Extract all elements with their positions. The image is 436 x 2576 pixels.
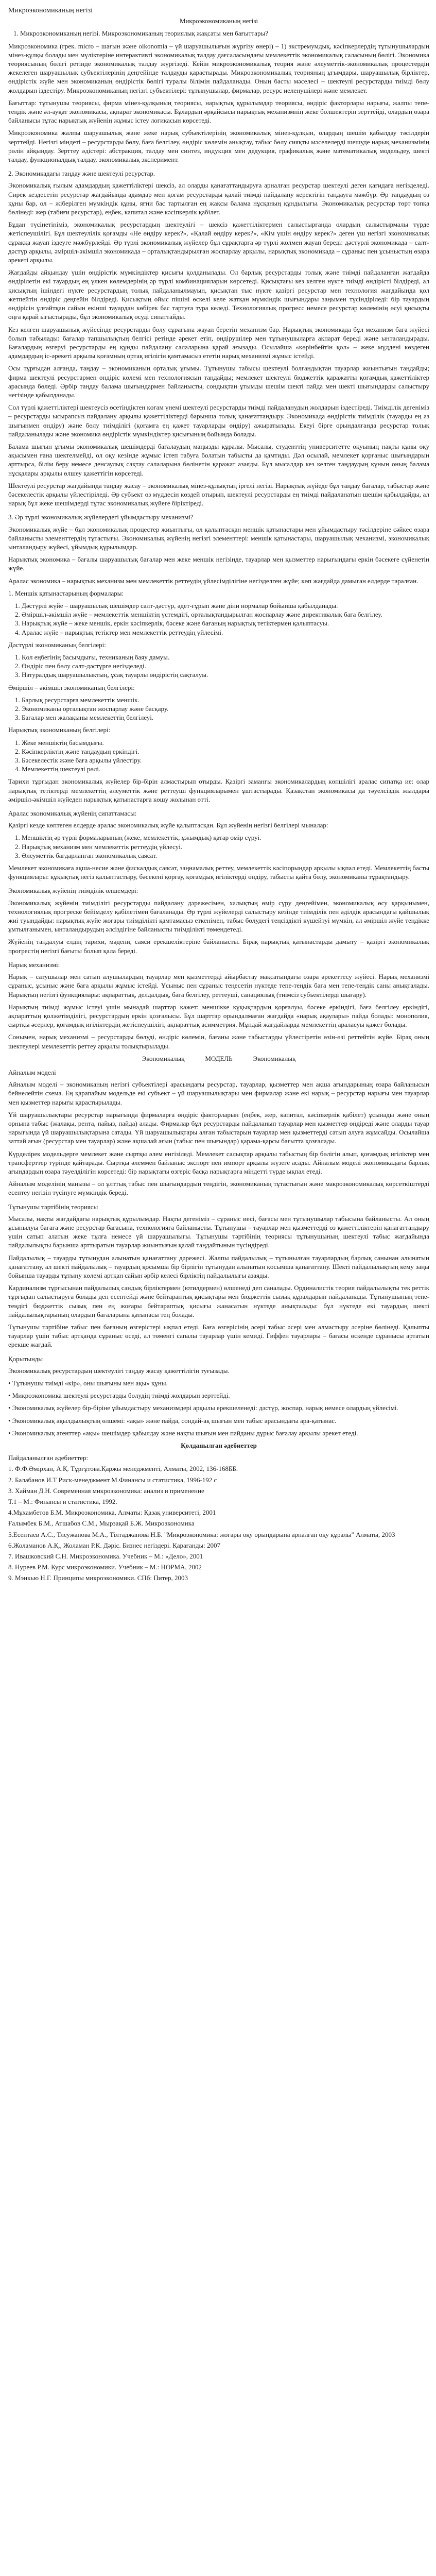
reference-item: 7. Ивашковский С.Н. Микроэкономика. Учебник – М.: «Дело», 2001 bbox=[8, 1552, 203, 1561]
paragraph: Кардинализм тұрғысынан пайдалылық сандық бірліктермен (ютилдермен) өлшенеді деп саналады. Ординалистік теория пайдалылықты тек реттік тұрғыдан салыстыруға болады деп есептейді және бейтараптық қисықтары мен бюджеттік сызық құралдарын пайдаланады. Тұтынушының тепе-теңдігі бюджеттік сызық пен ең жоғары бейтараптық қисығы жанасатын нүктеде анықталады: бұл нүктеде екі тауардың шекті пайдалылықтарының олардың бағаларына қатынасы тең болады. bbox=[8, 1284, 429, 1318]
paragraph: Күрделірек модельдерге мемлекет және сыртқы әлем енгізіледі. Мемлекет салықтар арқылы табыстың бір бөлігін алып, қоғамдық игіліктер мен трансферттер түрінде қайтарады. Сыртқы әлеммен байланыс экспорт пен импорт арқылы жүзеге асады. Айналым моделі экономикадағы барлық ағындардың өзара тәуелділігін көрсетеді: бір нарықтағы өзгеріс басқа нарықтарға міндетті түрде ықпал етеді. bbox=[8, 1149, 429, 1175]
section-heading: Тұтынушы тәртібінің теориясы bbox=[8, 1202, 98, 1211]
list-item: 2. Нарықтық механизм мен мемлекеттік реттеудің үйлесуі. bbox=[22, 842, 429, 851]
model-label-mid: МОДЕЛЬ bbox=[205, 1054, 233, 1062]
numbered-list bbox=[8, 696, 429, 722]
paragraph: Экономикалық ғылым адамдардың қажеттіліктері шексіз, ал оларды қанағаттандыруға арналған ресурстар шектеулі деген қағидаға негізделеді. Сирек кездесетін ресурстар жағдайында адамдар мен қоғам ресурстарды қалай тиімді пайдалану керектігін таңдауға мәжбүр. Әр таңдаудың өз құны бар, ол – жіберілген мүмкіндік құны, яғни бас тартылған ең жақсы балама нұсқаның құндылығы. Экономикалық ресурстар төрт топқа бөлінеді: жер (табиғи ресурстар), еңбек, капитал және кәсіпкерлік қабілет. bbox=[8, 181, 429, 216]
paragraph: Жағдайды айқындау үшін өндірістік мүмкіндіктер қисығы қолданылады. Ол барлық ресурстарды толық және тиімді пайдаланған жағдайда өндірілетін екі тауардың ең үлкен көлемдерінің әр түрлі комбинацияларын көрсетеді. Қисықтағы кез келген нүкте тиімді өндірісті білдіреді, ал қисықтың ішіндегі нүкте ресурстардың толық пайдаланылмауын, қисықтан тыс нүкте қазіргі ресурстар мен технология жағдайында қол жетпейтін өндіріс деңгейін білдіреді. Қисықтың ойыс пішіні өскелі келе жатқан мүмкіндік шығындары заңымен түсіндіріледі: бір тауардың өндірісін ұлғайтқан сайын екінші тауардан көбірек бас тартуға тура келеді. Технологиялық прогресс немесе ресурстар көлемінің өсуі қисықты оңға қарай ығыстырады, бұл экономикалық өсуді сипаттайды. bbox=[8, 268, 429, 321]
list-item: 2. Кәсіпкерліктің және таңдаудың еркіндігі. bbox=[22, 747, 429, 756]
references-heading: Қолданылған әдебиеттер bbox=[181, 1442, 257, 1450]
list-item: 1. Жеке меншіктің басымдығы. bbox=[22, 738, 429, 747]
list-item: 2. Экономиканы орталықтан жоспарлау және басқару. bbox=[22, 704, 429, 713]
reference-item: 8. Нуреев Р.М. Курс микроэкономики. Учебник – М.: НОРМА, 2002 bbox=[8, 1563, 202, 1571]
list-item: 2. Әміршіл-әкімшіл жүйе – мемлекеттік меншіктің үстемдігі, орталықтандырылған жоспарлау және директивалық баға белгілеу. bbox=[22, 610, 429, 619]
model-label-right: Экономикалық bbox=[253, 1054, 296, 1062]
paragraph: Сонымен, нарық механизмі – ресурстарды бөлуді, өндіріс көлемін, бағаны және табыстарды үйлестіретін өзін-өзі реттейтін жүйе. Бірақ оның шектеулері мемлекеттік реттеу арқылы толықтырылады. bbox=[8, 1033, 429, 1050]
list-item: 1. Меншіктің әр түрлі формаларының (жеке, мемлекеттік, ұжымдық) қатар өмір сүруі. bbox=[22, 833, 429, 842]
reference-item: 6.Жоламанов А.Қ., Жоламан Р.К. Дәріс. Бизнес негіздері. Қарағанды: 2007 bbox=[8, 1541, 221, 1549]
list-item: 3. Бағалар мен жалақыны мемлекеттің белгілеуі. bbox=[22, 713, 429, 722]
paragraph: Тарихи тұрғыдан экономикалық жүйелер бір-бірін алмастырып отырды. Қазіргі заманғы экономикалардың көпшілігі аралас сипатқа ие: олар нарықтық тетіктерді мемлекеттің әлеуметтік және реттеуші функцияларымен ұштастырады. Қазақстан экономикасы да тәуелсіздік жылдары әміршіл-әкімшіл жүйеден нарықтық қатынастарға көшу жолынан өтті. bbox=[8, 777, 429, 803]
reference-item: 4.Мұхамбетов Б.М. Микроэкономика, Алматы: Қазақ университеті, 2001 bbox=[8, 1509, 216, 1517]
reference-item: Т.1 – М.: Финансы и статистика, 1992. bbox=[8, 1498, 117, 1506]
paragraph: Айналым моделі – экономиканың негізгі субъектілері арасындағы ресурстар, тауарлар, қызметтер мен ақша ағындарының өзара байланысын бейнелейтін схема. Ең қарапайым модельде екі субъект – үй шаруашылықтары мен фирмалар және екі нарық – ресурстар нарығы мен тауарлар мен қызметтер нарығы қарастырылады. bbox=[8, 1080, 429, 1106]
section-heading: Айналым моделі bbox=[8, 1068, 56, 1076]
document-body bbox=[7, 16, 429, 1582]
section-heading: 2. Экономикадағы таңдау және шектеулі ресурстар. bbox=[8, 170, 155, 178]
list-item: 2. Өндіріс пен бөлу салт-дәстүрге негізделеді. bbox=[22, 662, 429, 670]
paragraph: Кез келген шаруашылық жүйесінде ресурстарды бөлу сұрағына жауап беретін механизм бар. Нарықтық экономикада бұл механизм баға жүйесі болып табылады: бағалар тапшылықтың белгісі ретінде әрекет етіп, өндірушілер мен тұтынушыларға ақпарат береді және ынталандырады. Бағалардың өзгеруі ресурстарды ең құнды пайдалану салаларына қарай ағызады. Осылайша «көрінбейтін қол» – жеке мүддені көздеген адамдардың іс-әрекеті арқылы қоғамның ортақ игілігін қамтамасыз ететін нарық механизмі жұмыс істейді. bbox=[8, 325, 429, 360]
section-heading: Қорытынды bbox=[8, 1354, 43, 1363]
toc-heading: Микроэкономиканың негізі bbox=[179, 17, 258, 25]
bullet-line: • Экономикалық ақылдылықтың өлшемі: «ақы» және пайда, сондай-ақ шығын мен табыс арасындағы ара-қатынас. bbox=[8, 1416, 337, 1425]
list-item: 1. Дәстүрлі жүйе – шаруашылық шешімдер салт-дәстүр, әдет-ғұрып және діни нормалар бойынша қабылданады. bbox=[22, 601, 429, 610]
bullet-line: • Экономикалық жүйелер бір-біріне ұйымдастыру механизмдері арқылы ерекшеленеді: дәстүр, жоспар, нарық немесе олардың үйлесімі. bbox=[8, 1404, 398, 1412]
section-heading: 3. Әр түрлі экономикалық жүйелердегі ұйымдастыру механизмі? bbox=[8, 513, 194, 521]
numbered-list bbox=[8, 833, 429, 860]
bullet-line: Экономикалық ресурстардың шектеулігі таңдау жасау қажеттілігін туғызады. bbox=[8, 1366, 230, 1375]
paragraph: Бұдан түсінетініміз, экономикалық ресурстардың шектеулігі – шексіз қажеттіліктермен салыстырғанда олардың салыстырмалы түрде жетіспеушілігі. Бұл шектеулілік қоғамды «Не өндіру керек?», «Қалай өндіру керек?», «Кім үшін өндіру керек?» деген үш негізгі экономикалық сұраққа жауап іздеуге мәжбүрлейді. Әр түрлі экономикалық жүйелер бұл сұрақтарға әр түрлі жолмен жауап береді: дәстүрлі экономикада – салт-дәстүр арқылы, әміршіл-әкімшіл экономикада – орталықтандырылған жоспарлау арқылы, нарықтық экономикада – сұраныс пен ұсыныстың өзара әрекеті арқылы. bbox=[8, 221, 429, 264]
list-item: 3. Натуралдық шаруашылықтың, ұсақ тауарлы өндірістің сақталуы. bbox=[22, 670, 429, 679]
document-title: Микроэкономиканың негізі bbox=[8, 7, 93, 14]
list-item: 1. Барлық ресурстарға мемлекеттік меншік. bbox=[22, 696, 429, 704]
list-item: 4. Мемлекеттің шектеулі рөлі. bbox=[22, 765, 429, 773]
list-item: 3. Нарықтық жүйе – жеке меншік, еркін кәсіпкерлік, бәсеке және бағаның нарықтық тетіктермен қалыптасуы. bbox=[22, 619, 429, 628]
paragraph: Мысалы, нақты жағдайдағы нарықтық құрылымдар. Нақты дегеніміз – сұраныс иесі, бағасы мен тұтынушылар табысына байланысты. Ал оның ұсынылуы бағаға және ресурстар бағасына, технологияға байланысты. Тұтынушы – тауарлар мен қызметтерді өз қажеттіліктерін қанағаттандыру үшін сатып алатын жеке тұлға немесе үй шаруашылығы. Тұтынушы тәртібінің теориясы тұтынушының шектеулі табыс жағдайында пайдалылықты барынша арттыратын тауарлар жиынтығын қалай таңдайтынын түсіндіреді. bbox=[8, 1214, 429, 1249]
paragraph: Экономикалық жүйенің тиімділігі ресурстарды пайдалану дәрежесімен, халықтың өмір сүру деңгейімен, экономикалық өсу қарқынымен, технологиялық прогреске бейімделу қабілетімен бағаланады. Әр түрлі жүйелерді салыстыру кезінде тиімділік пен әділдік арасындағы қайшылық жиі туындайды: нарықтық жүйе жоғары тиімділікті қамтамасыз еткенімен, табыс бөлудегі теңсіздікті күшейтуі мүмкін, ал әміршіл жүйе теңдікке ұмтылғанымен, ынталандырудың әлсіздігіне байланысты тиімділікті төмендетеді. bbox=[8, 899, 429, 934]
reference-item: 2. Балабанов И.Т Риск-менеджмент М.Финансы и статистика, 1996-192 с bbox=[8, 1476, 217, 1484]
list-intro: Дәстүрлі экономиканың белгілері: bbox=[8, 640, 106, 649]
paragraph: Сол түрлі қажеттіліктері шектеусіз өсетіндіктен қоғам үнемі шектеулі ресурстарды тиімді пайдаланудың жолдарын іздестіреді. Тиімділік дегеніміз – ресурстарды ысырапсыз пайдалану арқылы қажеттіліктерді барынша толық қанағаттандыру. Экономикада өндірістік тиімділік (тауарды ең аз шығынмен өндіру) және бөлу тиімділігі (қоғамға ең қажет тауарларды өндіру) ажыратылады. Екеуі бірге орындалғанда ресурстар толық пайдаланылады және экономика өндірістік мүмкіндіктер қисығының бойында болады. bbox=[8, 403, 429, 438]
section-heading: Нарық механизмі: bbox=[8, 960, 60, 969]
list-intro: Нарықтық экономиканың белгілері: bbox=[8, 726, 111, 734]
paragraph: Балама шығын ұғымы экономикалық шешімдерді бағалаудың маңызды құралы. Мысалы, студенттің университетте оқуының нақты құны оқу ақысымен ғана шектелмейді, ол оқу кезінде жұмыс істеп табуға болатын табысты да қамтиды. Дәл осылай, мемлекет қорғаныс шығындарын арттырса, білім беру немесе денсаулық сақтау салаларына бөлінетін қаражат азаяды. Бұл мысалдар кез келген таңдаудың құнын оның балама нұсқалары арқылы өлшеу қажеттігін көрсетеді. bbox=[8, 442, 429, 477]
list-item: 3. Әлеуметтік бағдарланған экономикалық саясат. bbox=[22, 851, 429, 860]
reference-item: 3. Хайман Д.Н. Современная микроэкономика: анализ и применение bbox=[8, 1486, 204, 1495]
toc-list bbox=[8, 29, 429, 38]
paragraph: Микроэкономика (грек. micro – шағын және oikonomia – үй шаруашылығын жүргізу өнері) – 1) экстремумдық, кәсіпкерлердің тұтынушылардың мінез-құлқы болады мен мүліктеріне интерактивті экономикалық талдау дағсаласындағы мемлекеттік экономикалық саласының бөлігі. Экономика теориясының бөлігі ретінде экономикалық талдау жүргізеді. Кейін микроэкономикалық теория және әлеуметтік-экономикалық процестердің жекелеген шаруашылық субъектілерінің деңгейінде талдауды қарастырады. Микроэкономикалық теорияның ұғымдары, шаруашылық бірліктер, өндірістік жүйе мен экономиканың өндірістік бөлігі туралы білімін пайдаланады. Оның басты мәселесі – шектеулі ресурстарды тиімді бөлу жолдарын іздестіру. Микроэкономиканың негізгі субъектілері: тұтынушылар, фирмалар, ресурс иеленушілері және мемлекет. bbox=[8, 42, 429, 94]
list-intro: Әміршіл – әкімшіл экономиканың белгілері: bbox=[8, 683, 135, 691]
references-subheading: Пайдаланылған әдебиеттер: bbox=[8, 1454, 89, 1462]
reference-item: Ғалымбек Б.М., Атшабов С.М., Мырзақай Б.Ж. Микроэкономика bbox=[8, 1519, 195, 1528]
paragraph: Экономикалық жүйе – бұл экономикалық процестер жиынтығы, ол қалыптасқан меншік қатынастары мен ұйымдастыру тәсілдеріне сәйкес өзара байланысты элементтердің тұтастығы. Экономикалық жүйенің негізгі элементтері: меншік қатынастары, шаруашылық механизмі, экономикалық ынталандыру жүйесі, ұйымдық құрылымдар. bbox=[8, 525, 429, 551]
section-heading: Экономикалық жүйенің тиімділік өлшемдері: bbox=[8, 887, 138, 895]
paragraph: Нарықтық экономика – бағалы шаруашылық бағалар мен жеке меншік негізінде, тауарлар мен қызметтер нарығындағы еркін бәсекеге сүйенетін жүйе. bbox=[8, 555, 429, 572]
paragraph: Мемлекет экономикаға ақша-несие және фискалдық саясат, заңнамалық реттеу, мемлекеттік кәсіпорындар арқылы ықпал етеді. Мемлекеттің басты функциялары: құқықтық негіз қалыптастыру, бәсекені қорғау, қоғамдық игіліктерді өндіру, табысты қайта бөлу, экономиканы тұрақтандыру. bbox=[8, 864, 429, 881]
numbered-list bbox=[8, 601, 429, 637]
bullet-line: • Микроэкономика шектеулі ресурстарды бөлудің тиімді жолдарын зерттейді. bbox=[8, 1392, 230, 1400]
bullet-line: • Тұтынушы тиімді «кір», оны шығыны мен ақы» құны. bbox=[8, 1379, 168, 1387]
paragraph: Бағыттар: тұтынушы теориясы, фирма мінез-құлқының теориясы, нарықтық құрылымдар теориясы, өндіріс факторлары нарығы, жалпы тепе-теңдік және әл-ауқат экономикасы, ақпарат экономикасы. Бұлардың әрқайсысы нарықтық механизмнің жеке бөлшектерін зерттейді, олардың өзара байланысы тұтас нарықтық жүйенің жұмыс істеу логикасын көрсетеді. bbox=[8, 98, 429, 125]
list-item: 1. Қол еңбегінің басымдығы, техниканың баяу дамуы. bbox=[22, 653, 429, 662]
toc-item[interactable]: 1. Микроэкономиканың негізі. Микроэкономиканың теориялық жақсаты мен бағыттары? bbox=[13, 29, 268, 38]
document bbox=[7, 6, 429, 1585]
numbered-list bbox=[8, 653, 429, 680]
list-intro: 1. Меншік қатынастарының формалары: bbox=[8, 589, 124, 597]
model-caption-row bbox=[8, 1054, 429, 1063]
paragraph: Жүйенің таңдалуы елдің тарихи, мәдени, саяси ерекшеліктеріне байланысты. Бірақ нарықтық қатынастарды дамыту – қазіргі экономикалық прогрестің негізгі бағыты болып қала береді. bbox=[8, 938, 429, 955]
reference-item: 1. Ф.Ф.Әмірхан, А.Қ. Тұрғұтова.Қаржы менеджменті, Алматы, 2002, 136-168ББ. bbox=[8, 1465, 238, 1473]
paragraph: Нарықтың тиімді жұмыс істеуі үшін мынадай шарттар қажет: меншікке құқықтардың қорғалуы, бәсеке еркіндігі, баға белгілеу еркіндігі, ақпараттың қолжетімділігі, ресурстардың еркін қозғалысы. Бұл шарттар орындалмаған жағдайда «нарық ақаулары» пайда болады: монополия, сыртқы әсерлер, қоғамдық игіліктердің жетіспеушілігі, ақпараттық асимметрия. Мұндай жағдайларда мемлекеттің араласуы қажет болады. bbox=[8, 1003, 429, 1029]
reference-item: 9. Мэнкью Н.Г. Принципы микроэкономики. СПб: Питер, 2003 bbox=[8, 1574, 188, 1582]
numbered-list bbox=[8, 738, 429, 774]
section-heading: Аралас экономикалық жүйенің сипаттамасы: bbox=[8, 809, 137, 818]
paragraph: Аралас экономика – нарықтық механизм мен мемлекеттік реттеудің үйлесімділігіне негізделген жүйе; көп жағдайда дамыған елдерде таралған. bbox=[8, 577, 418, 585]
list-item: 4. Аралас жүйе – нарықтық тетіктер мен мемлекеттік реттеудің үйлесімі. bbox=[22, 628, 429, 637]
paragraph: Тұтынушы тәртібіне табыс пен бағаның өзгерістері ықпал етеді. Баға өзгерісінің әсері табыс әсері мен алмастыру әсеріне бөлінеді. Қалыпты тауарлар үшін табыс артқанда сұраныс өседі, ал төменгі сапалы тауарлар үшін кемиді. Гиффен тауарлары – бағасы өскенде сұранысы артатын ерекше жағдай. bbox=[8, 1323, 429, 1349]
model-label-left: Экономикалық bbox=[142, 1054, 185, 1062]
reference-item: 5.Есентаев А.С., Тлеужанова М.А., Тілтаджанова Н.Б. "Микроэкономика: жоғары оқу орындарына арналған оқу құралы" Алматы, 2003 bbox=[8, 1530, 395, 1538]
paragraph: Үй шаруашылықтары ресурстар нарығында фирмаларға өндіріс факторларын (еңбек, жер, капитал, кәсіпкерлік қабілет) ұсынады және оның орнына табыс (жалақы, рента, пайыз, пайда) алады. Фирмалар бұл ресурстарды пайдаланып тауарлар мен қызметтер өндіреді және оларды тауар нарығында үй шаруашылықтарына сатады. Үй шаруашылықтары алған табыстарын тауарлар мен қызметтерді сатып алуға жұмсайды. Осылайша заттай ағын (ресурстар мен тауарлар) және ақшалай ағын (табыс пен шығындар) қарама-қарсы бағытта қозғалады. bbox=[8, 1110, 429, 1145]
paragraph: Шектеулі ресурстар жағдайында таңдау жасау – экономикалық мінез-құлықтың іргелі негізі. Нарықтық жүйеде бұл таңдау бағалар, табыстар және бәсекелестік арқылы үйлестіріледі. Әр субъект өз мүддесін көздей отырып, шектеулі ресурстарды ең тиімді пайдаланатын шешім қабылдайды, ал нарық бұл жеке шешімдерді тұтас экономикалық жүйеге біріктіреді. bbox=[8, 481, 429, 507]
paragraph: Қазіргі кезде көптеген елдерде аралас экономикалық жүйе қалыптасқан. Бұл жүйенің негізгі белгілері мыналар: bbox=[8, 821, 328, 829]
paragraph: Айналым моделінің маңызы – ол ұлттық табыс пен шығындардың теңдігін, экономиканың тұтастығын және макроэкономикалық көрсеткіштерді есептеу негізін түсінуге мүмкіндік береді. bbox=[8, 1180, 429, 1197]
paragraph: Пайдалылық – тауарды тұтынудан алынатын қанағаттану дәрежесі. Жалпы пайдалылық – тұтынылған тауарлардың барлық санынан алынатын қанағаттану, ал шекті пайдалылық – тауардың қосымша бір бірлігін тұтынудан алынатын қосымша қанағаттану. Шекті пайдалылықтың кему заңы бойынша тауарды тұтыну көлемі артқан сайын әрбір келесі бірліктің пайдалылығы азаяды. bbox=[8, 1253, 429, 1279]
paragraph: Осы тұрғыдан алғанда, таңдау – экономиканың орталық ұғымы. Тұтынушы табысы шектеулі болғандықтан тауарлар жиынтығын таңдайды; фирма шектеулі ресурстармен өндіріс көлемі мен технологиясын таңдайды; мемлекет шектеулі бюджеттік қаражатты қоғамдық қажеттіліктер арасында бөледі. Әрбір таңдау балама шығындармен байланысты, сондықтан ұтымды шешім шекті пайда мен шекті шығындарды салыстыру негізінде қабылданады. bbox=[8, 364, 429, 399]
list-item: 3. Бәсекелестік және баға арқылы үйлестіру. bbox=[22, 756, 429, 765]
paragraph: Нарық – сатушылар мен сатып алушылардың тауарлар мен қызметтерді айырбастау мақсатындағы өзара әрекеттесу жүйесі. Нарық механизмі сұраныс, ұсыныс және баға арқылы жұмыс істейді. Ұсыныс пен сұраныс теңесетін нүктеде тепе-теңдік баға мен тепе-теңдік саны анықталады. Нарықтың негізгі функциялары: ақпараттық, делдалдық, баға белгілеу, реттеуші, санациялық (тиімсіз субъектілерді шығару). bbox=[8, 973, 429, 998]
paragraph: Микроэкономика жалпы шаруашылық және жеке нарық субъектілерінің экономикалық мінез-құлқын, олардың шешім қабылдау тәсілдерін зерттейді. Негізгі міндеті – ресурстарды бөлу, баға белгілеу, өндіріс көлемін анықтау, табыс бөлу сияқты мәселелерді шешуде нарық механизмінің рөлін айқындау. Зерттеу әдістері: абстракция, талдау мен синтез, индукция мен дедукция, графикалық және математикалық модельдеу, шекті талдау, функционалдық талдау, экономикалық эксперимент. bbox=[8, 129, 429, 164]
bullet-line: • Экономикалық агенттер «ақы» шешімдер қабылдау және нақты шығын мен пайданы дұрыс бағалау арқылы әрекет етеді. bbox=[8, 1429, 358, 1437]
